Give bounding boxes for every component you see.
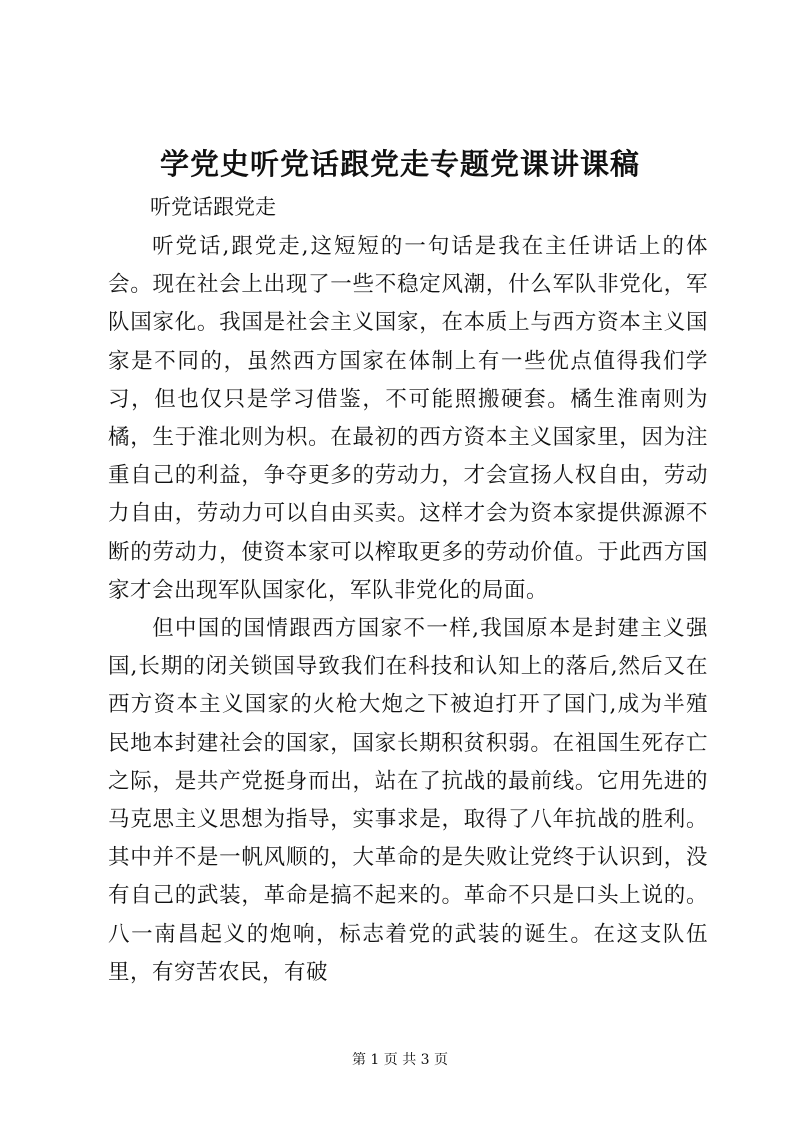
page-number-footer: 第 1 页 共 3 页 (351, 1052, 449, 1068)
paragraph: 但中国的国情跟西方国家不一样,我国原本是封建主义强国,长期的闭关锁国导致我们在科技和认知上的落后,然后又在西方资本主义国家的火枪大炮之下被迫打开了国门,成为半殖民地本封建社会的国家，国家长期积贫积弱。在祖国生死存亡之际，是共产党挺身而出，站在了抗战的最前线。它用先进的马克思主义思想为指导，实事求是，取得了八年抗战的胜利。其中并不是一帆风顺的，大革命的是失败让党终于认识到，没有自己的武装，革命是搞不起来的。革命不只是口头上说的。八一南昌起义的炮响，标志着党的武装的诞生。在这支队伍里，有穷苦农民，有破 (108, 616, 708, 985)
paragraph: 听党话,跟党走,这短短的一句话是我在主任讲话上的体会。现在社会上出现了一些不稳定风潮，什么军队非党化，军队国家化。我国是社会主义国家，在本质上与西方资本主义国家是不同的，虽然西方国家在体制上有一些优点值得我们学习，但也仅只是学习借鉴，不可能照搬硬套。橘生淮南则为橘，生于淮北则为枳。在最初的西方资本主义国家里，因为注重自己的利益，争夺更多的劳动力，才会宣扬人权自由，劳动力自由，劳动力可以自由买卖。这样才会为资本家提供源源不断的劳动力，使资本家可以榨取更多的劳动价值。于此西方国家才会出现军队国家化，军队非党化的局面。 (108, 234, 708, 603)
document-title: 学党史听党话跟党走专题党课讲课稿 (159, 147, 640, 181)
document-subtitle: 听党话跟党走 (150, 195, 276, 219)
document-body (108, 228, 708, 992)
